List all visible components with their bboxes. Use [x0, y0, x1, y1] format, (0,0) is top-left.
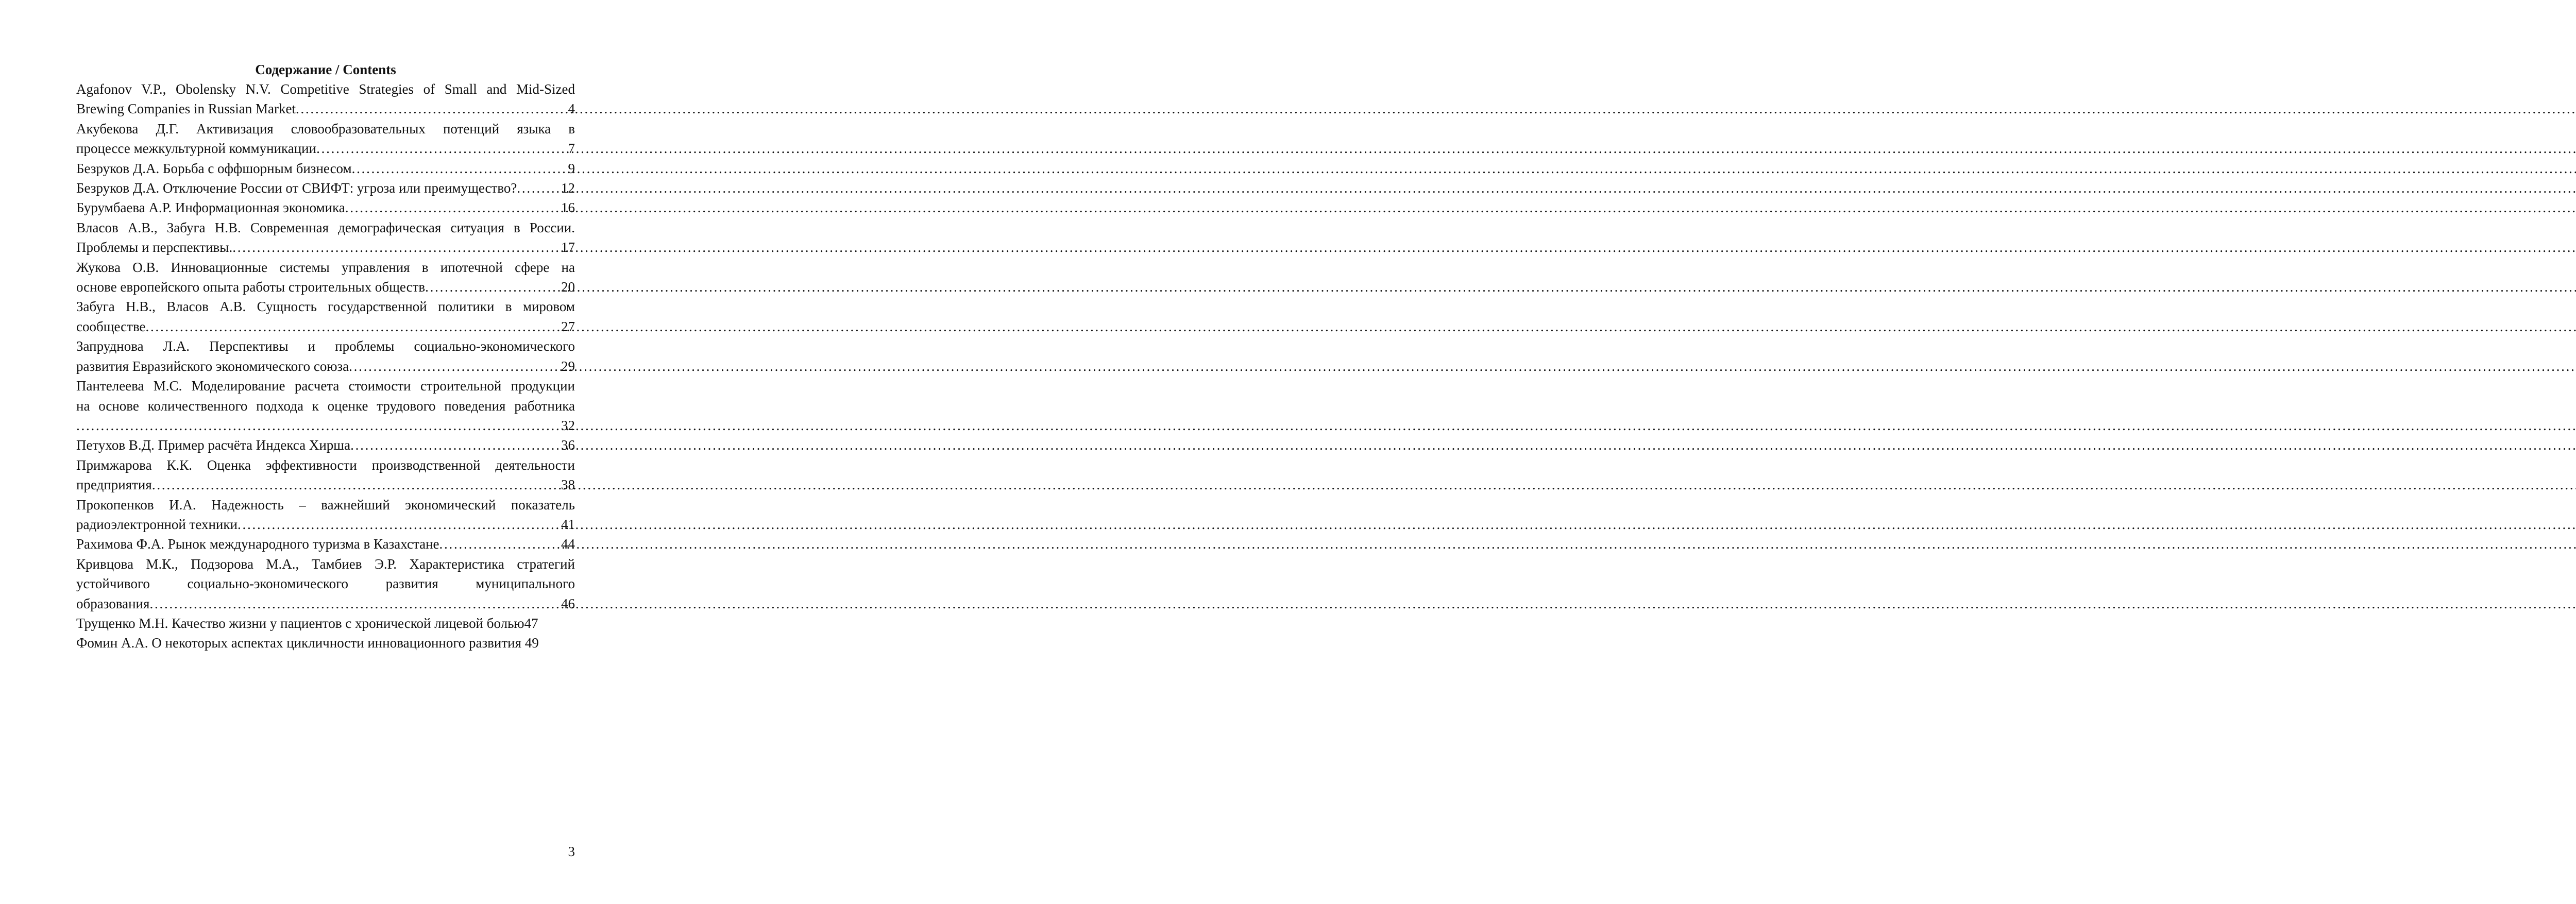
toc-entry-line: на основе количественного подхода к оценке трудового поведения работника [76, 398, 575, 414]
toc-entry-page-number: 46 [561, 595, 575, 611]
toc-entry-last-line [76, 178, 575, 198]
leader-dots [146, 317, 561, 336]
toc-entry[interactable] [76, 613, 575, 633]
toc-entry[interactable] [76, 534, 575, 554]
toc-entry-line: Жукова О.В. Инновационные системы управления в ипотечной сфере на [76, 259, 575, 275]
toc-entry-text: основе европейского опыта работы строительных обществ [76, 279, 426, 295]
toc-entry[interactable] [76, 159, 575, 178]
toc-entry-page-number: 49 [524, 635, 539, 651]
spacer [521, 633, 525, 653]
toc-entry[interactable] [76, 178, 575, 198]
toc-entry-text: Рахимова Ф.А. Рынок международного туризма в Казахстане [76, 536, 439, 552]
toc-entry-last-line [76, 534, 575, 554]
toc-entry[interactable] [76, 79, 575, 119]
toc-entry-last-line [76, 594, 575, 613]
toc-entry-text: Трущенко М.Н. Качество жизни у пациентов с хронической лицевой болью [76, 615, 524, 631]
document-page [0, 0, 639, 904]
toc-entry-last-line [76, 515, 575, 534]
toc-entry-text: Петухов В.Д. Пример расчёта Индекса Хирша [76, 437, 351, 453]
toc-entry-last-line [76, 99, 575, 118]
toc-entry-page-number: 29 [561, 358, 575, 374]
toc-entry-last-line [76, 475, 575, 494]
toc-entry-line: Пантелеева М.С. Моделирование расчета стоимости строительной продукции [76, 378, 575, 394]
toc-entry-last-line [76, 198, 575, 217]
toc-entry[interactable] [76, 554, 575, 613]
toc-entry-page-number: 44 [561, 536, 575, 552]
toc-entry[interactable] [76, 198, 575, 217]
leader-dots [152, 475, 561, 494]
toc-entry-last-line [76, 633, 575, 653]
toc-entry-last-line [76, 317, 575, 336]
leader-dots [316, 139, 568, 158]
toc-entry-text: образования [76, 595, 150, 611]
toc-entry-text: сообществе [76, 318, 146, 334]
leader-dots [296, 99, 568, 118]
toc-entry-last-line [76, 159, 575, 178]
leader-dots [439, 534, 561, 554]
toc-entry-text: Безруков Д.А. Борьба с оффшорным бизнесом [76, 160, 352, 176]
toc-entry-page-number: 12 [561, 180, 575, 196]
toc-entry-page-number: 47 [524, 615, 538, 631]
toc-entry-page-number: 38 [561, 477, 575, 493]
toc-entry[interactable] [76, 495, 575, 535]
leader-dots [352, 159, 568, 178]
toc-entry-line: Agafonov V.P., Obolensky N.V. Competitive Strategies of Small and Mid-Sized [76, 81, 575, 97]
toc-entry-page-number: 9 [568, 160, 575, 176]
page-number: 3 [568, 844, 575, 859]
toc-entry-text: предприятия [76, 477, 152, 493]
toc-entry-line: устойчивого социально-экономического развития муниципального [76, 576, 575, 592]
toc-entry-text: Brewing Companies in Russian Market [76, 101, 296, 117]
toc-entry-last-line [76, 277, 575, 297]
toc-entry-text: Фомин А.А. О некоторых аспектах цикличности инновационного развития [76, 635, 522, 651]
leader-dots [425, 277, 561, 297]
toc-entry-last-line [76, 416, 575, 435]
toc-entry[interactable] [76, 435, 575, 455]
toc-entry-text: Проблемы и перспективы. [76, 240, 233, 255]
toc-entry-last-line [76, 356, 575, 376]
toc-entry[interactable] [76, 297, 575, 336]
leader-dots [76, 416, 561, 435]
toc-entry[interactable] [76, 258, 575, 297]
toc-entry-text: развития Евразийского экономического союза [76, 358, 349, 374]
toc-entry[interactable] [76, 336, 575, 376]
toc-entry[interactable] [76, 376, 575, 435]
leader-dots [232, 237, 561, 257]
toc-entry-line: Акубекова Д.Г. Активизация словообразовательных потенций языка в [76, 121, 575, 137]
table-of-contents [76, 79, 575, 653]
leader-dots [345, 198, 561, 217]
toc-entry-last-line [76, 613, 575, 633]
leader-dots [238, 515, 561, 534]
toc-entry[interactable] [76, 455, 575, 495]
toc-entry[interactable] [76, 119, 575, 159]
leader-dots [149, 594, 561, 613]
toc-entry-line: Запруднова Л.А. Перспективы и проблемы социально-экономического [76, 338, 575, 354]
leader-dots [350, 435, 561, 455]
toc-entry-line: Кривцова М.К., Подзорова М.А., Тамбиев Э.Р. Характеристика стратегий [76, 556, 575, 572]
toc-entry-page-number: 27 [561, 318, 575, 334]
leader-dots [517, 178, 561, 198]
toc-entry-page-number: 4 [568, 101, 575, 117]
toc-entry-line: Прокопенков И.А. Надежность – важнейший экономический показатель [76, 497, 575, 513]
toc-entry-line: Забуга Н.В., Власов А.В. Сущность государственной политики в мировом [76, 299, 575, 315]
toc-entry-page-number: 7 [568, 141, 575, 157]
toc-entry-text: процессе межкультурной коммуникации [76, 141, 317, 157]
toc-entry-page-number: 36 [561, 437, 575, 453]
toc-entry-text: Безруков Д.А. Отключение России от СВИФТ: угроза или преимущество? [76, 180, 517, 196]
toc-entry-page-number: 17 [561, 240, 575, 255]
toc-entry-text: Бурумбаева А.Р. Информационная экономика [76, 200, 345, 216]
toc-entry-last-line [76, 237, 575, 257]
toc-entry-page-number: 41 [561, 516, 575, 532]
toc-entry-last-line [76, 139, 575, 158]
toc-entry-line: Власов А.В., Забуга Н.В. Современная демографическая ситуация в России. [76, 219, 575, 235]
toc-entry-page-number: 32 [561, 417, 575, 433]
toc-entry-text: радиоэлектронной техники [76, 516, 238, 532]
toc-entry-line: Примжарова К.К. Оценка эффективности производственной деятельности [76, 457, 575, 473]
toc-entry[interactable] [76, 218, 575, 258]
toc-entry-page-number: 16 [561, 200, 575, 216]
toc-entry[interactable] [76, 633, 575, 653]
toc-entry-page-number: 20 [561, 279, 575, 295]
toc-title: Содержание / Contents [255, 62, 396, 77]
leader-dots [349, 356, 561, 376]
toc-entry-last-line [76, 435, 575, 455]
